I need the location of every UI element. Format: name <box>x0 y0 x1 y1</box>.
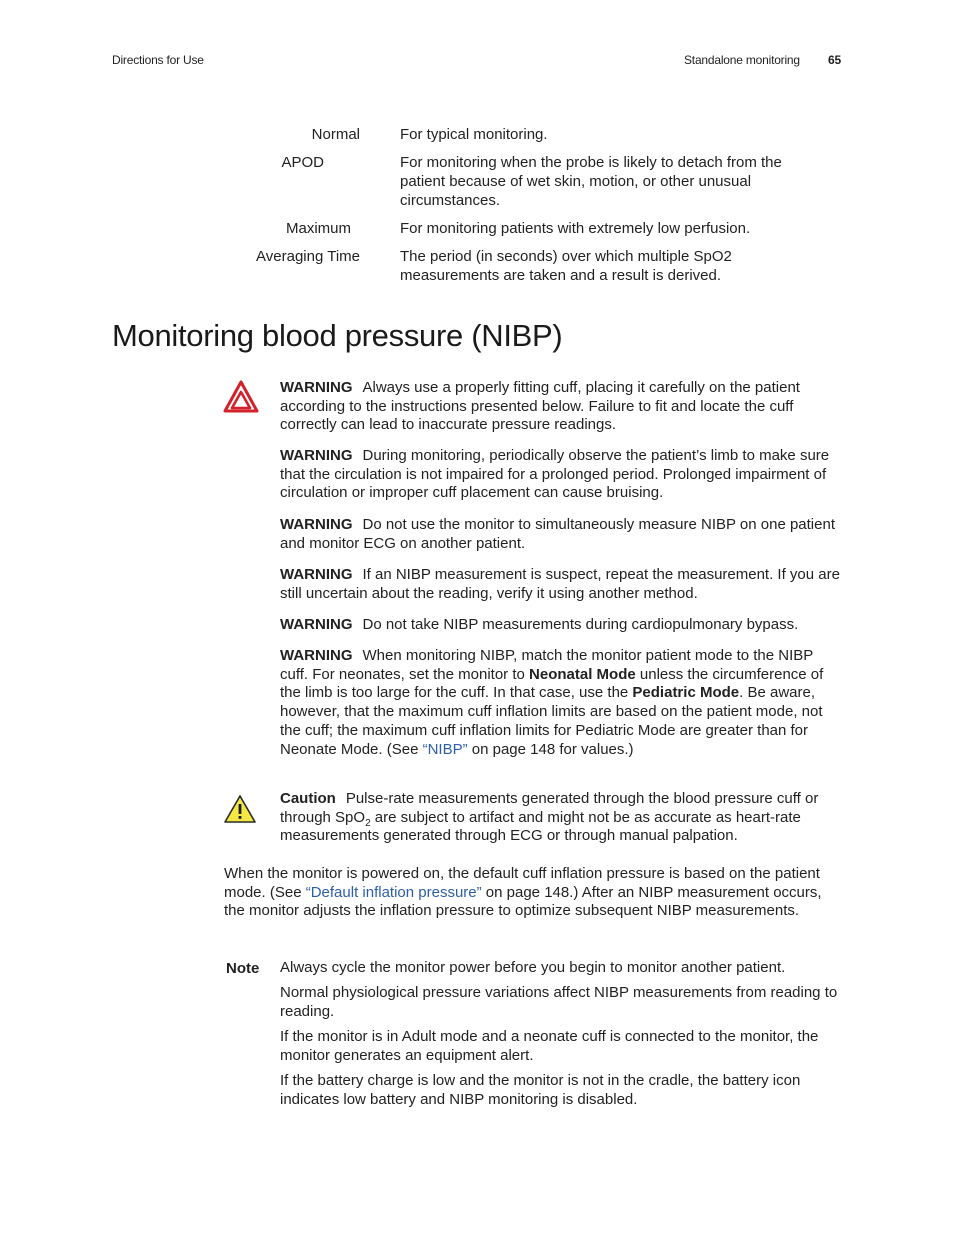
definition-desc: For monitoring when the probe is likely to detach from the patient because of wet skin, motion, or other unusual circumstances. <box>400 154 782 209</box>
warning-paragraph <box>280 566 840 603</box>
warning-label: WARNING <box>280 616 353 633</box>
definition-term: Normal <box>311 126 360 143</box>
definition-desc: The period (in seconds) over which multiple SpO2 measurements are taken and a result is derived. <box>400 248 732 284</box>
definition-term: APOD <box>281 154 324 171</box>
warning-paragraph <box>280 616 840 635</box>
warning-label: WARNING <box>280 516 353 533</box>
warning-text: If an NIBP measurement is suspect, repeat the measurement. If you are still uncertain about the reading, verify it using another method. <box>280 566 840 602</box>
warning-paragraph: WARNING When monitoring NIBP, match the monitor patient mode to the NIBP cuff. For neonates, set the monitor to Neonatal Mode unless the circumference of the limb is too large for the cuff. In that case, use the Pediatric Mode. Be aware, however, that the maximum cuff inflation limits are based on the patient mode, not the cuff; the maximum cuff inflation limits for Pediatric Mode are greater than for Neonate Mode. (See “NIBP” on page 148 for values.) <box>280 647 824 758</box>
note-item: If the battery charge is low and the monitor is not in the cradle, the battery icon indicates low battery and NIBP monitoring is disabled. <box>280 1072 801 1108</box>
caution-icon <box>223 794 257 824</box>
warning-paragraph <box>280 379 840 435</box>
default-inflation-pressure-link[interactable]: “Default inflation pressure” <box>305 883 482 901</box>
warning-label: WARNING <box>280 566 353 583</box>
note-item: Always cycle the monitor power before you begin to monitor another patient. <box>280 959 786 976</box>
body-paragraph: When the monitor is powered on, the default cuff inflation pressure is based on the patient mode. (See “Default inflation pressure” on page 148.) After an NIBP measurement occurs, the monitor adjusts the inflation pressure to optimize subsequent NIBP measurements. <box>224 865 822 920</box>
pediatric-mode-term: Pediatric Mode <box>632 684 740 702</box>
section-title: Monitoring blood pressure (NIBP) <box>112 318 563 353</box>
note-item: If the monitor is in Adult mode and a neonate cuff is connected to the monitor, the monitor generates an equipment alert. <box>280 1028 819 1064</box>
warning-label: WARNING <box>280 647 353 664</box>
definition-desc: For typical monitoring. <box>400 126 548 143</box>
note-item: Normal physiological pressure variations affect NIBP measurements from reading to reading. <box>280 984 838 1020</box>
definition-term: Averaging Time <box>256 248 360 265</box>
warning-text: During monitoring, periodically observe the patient’s limb to make sure that the circulation is not impaired for a prolonged period. Prolonged impairment of circulation or improper cuff placement can cause bruising. <box>280 447 830 502</box>
warning-text: Always use a properly fitting cuff, placing it carefully on the patient according to the instructions presented below. Failure to fit and locate the cuff correctly can lead to inaccurate pressure readings. <box>280 379 800 434</box>
running-header-title: Directions for Use <box>112 53 204 67</box>
warning-triangle-icon <box>223 380 259 413</box>
nibp-link[interactable]: “NIBP” <box>422 740 468 758</box>
definition-desc: For monitoring patients with extremely low perfusion. <box>400 220 751 237</box>
caution-label: Caution <box>280 790 336 807</box>
warning-label: WARNING <box>280 447 353 464</box>
warning-text: Do not use the monitor to simultaneously measure NIBP on one patient and monitor ECG on another patient. <box>280 516 835 552</box>
page-number: 65 <box>828 53 841 67</box>
caution-paragraph: Caution Pulse-rate measurements generated through the blood pressure cuff or through SpO$_2$ are subject to artifact and might not be as accurate as heart-rate measurements generated through ECG or through manual palpation. <box>280 790 819 845</box>
note-label: Note <box>226 960 260 977</box>
warning-paragraph <box>280 516 840 553</box>
definition-term: Maximum <box>285 220 351 237</box>
warning-label: WARNING <box>280 379 353 396</box>
neonatal-mode-term: Neonatal Mode <box>529 665 636 683</box>
running-header-section: Standalone monitoring <box>684 53 800 67</box>
warning-paragraph <box>280 447 840 503</box>
warning-text: Do not take NIBP measurements during cardiopulmonary bypass. <box>362 616 799 633</box>
